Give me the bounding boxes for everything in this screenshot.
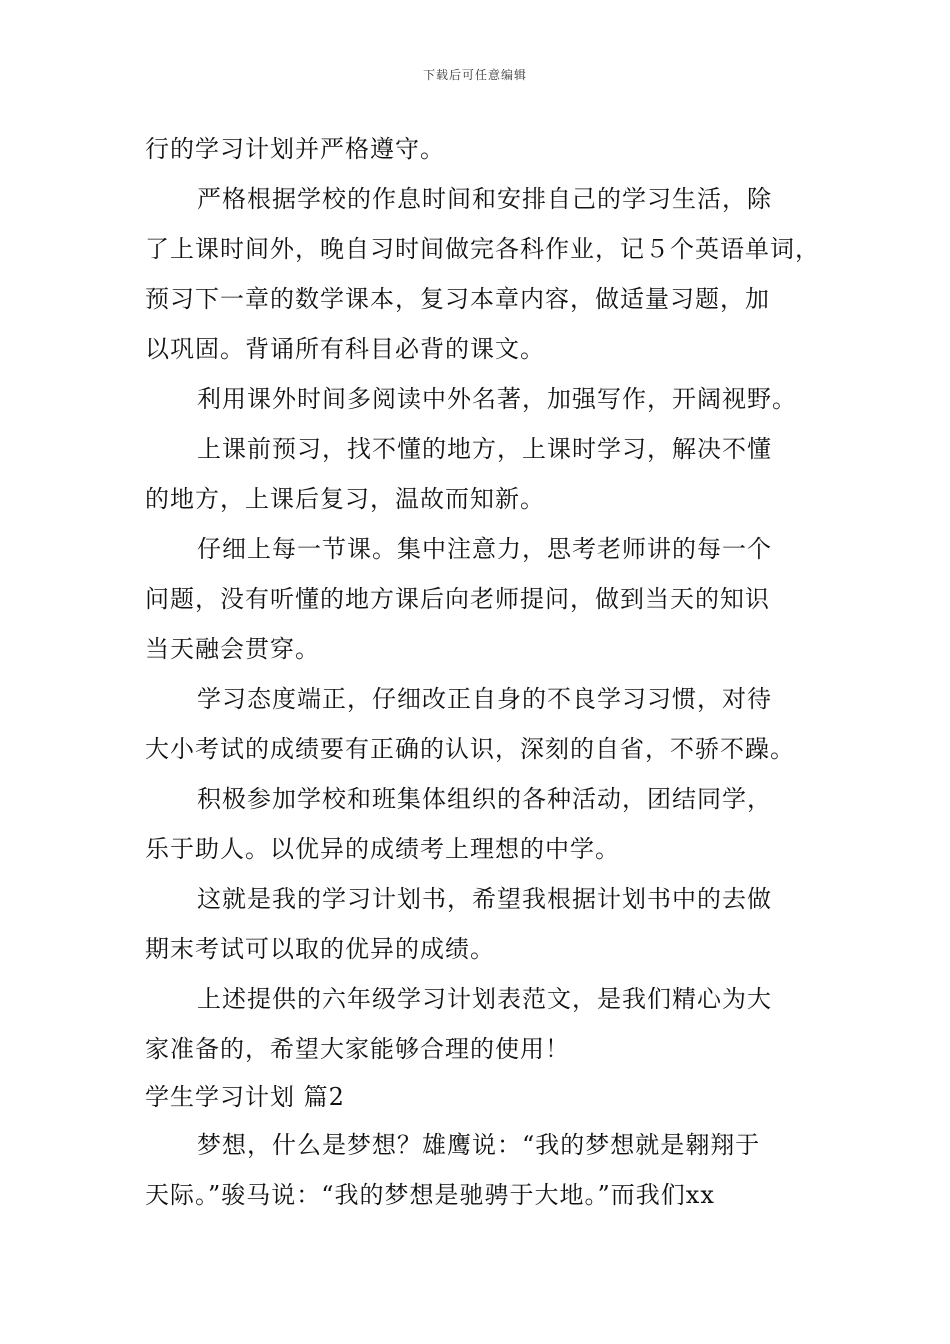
text-line: 当天融会贯穿。: [145, 635, 320, 663]
page-header-note: 下载后可任意编辑: [422, 68, 527, 82]
section-heading: 学生学习计划 篇2: [145, 1083, 345, 1111]
paragraph-start-line: 这就是我的学习计划书，希望我根据计划书中的去做: [197, 885, 772, 913]
text-line: 行的学习计划并严格遵守。: [145, 135, 445, 163]
text-line: 家准备的，希望大家能够合理的使用！: [145, 1035, 570, 1063]
text-line: 的地方，上课后复习，温故而知新。: [145, 485, 545, 513]
text-line: 预习下一章的数学课本，复习本章内容，做适量习题，加: [145, 285, 770, 313]
paragraph-start-line: 学习态度端正，仔细改正自身的不良学习习惯，对待: [197, 685, 772, 713]
paragraph-start-line: 上述提供的六年级学习计划表范文，是我们精心为大: [197, 985, 772, 1013]
paragraph-start-line: 上课前预习，找不懂的地方，上课时学习，解决不懂: [197, 435, 772, 463]
text-line: 天际。”骏马说：“我的梦想是驰骋于大地。”而我们xx: [145, 1181, 715, 1209]
text-line: 期末考试可以取的优异的成绩。: [145, 935, 495, 963]
paragraph-start-line: 梦想，什么是梦想？雄鹰说：“我的梦想就是翱翔于: [197, 1131, 761, 1159]
text-line: 了上课时间外，晚自习时间做完各科作业，记５个英语单词，: [145, 235, 820, 263]
text-line: 问题，没有听懂的地方课后向老师提问，做到当天的知识: [145, 585, 770, 613]
paragraph-start-line: 严格根据学校的作息时间和安排自己的学习生活，除: [197, 185, 772, 213]
paragraph-start-line: 利用课外时间多阅读中外名著，加强写作，开阔视野。: [197, 385, 797, 413]
text-line: 以巩固。背诵所有科目必背的课文。: [145, 335, 545, 363]
text-line: 乐于助人。以优异的成绩考上理想的中学。: [145, 835, 620, 863]
text-line: 大小考试的成绩要有正确的认识，深刻的自省，不骄不躁。: [145, 735, 795, 763]
document-body: [145, 124, 820, 1220]
paragraph-start-line: 积极参加学校和班集体组织的各种活动，团结同学，: [197, 785, 772, 813]
paragraph-start-line: 仔细上每一节课。集中注意力，思考老师讲的每一个: [197, 535, 772, 563]
